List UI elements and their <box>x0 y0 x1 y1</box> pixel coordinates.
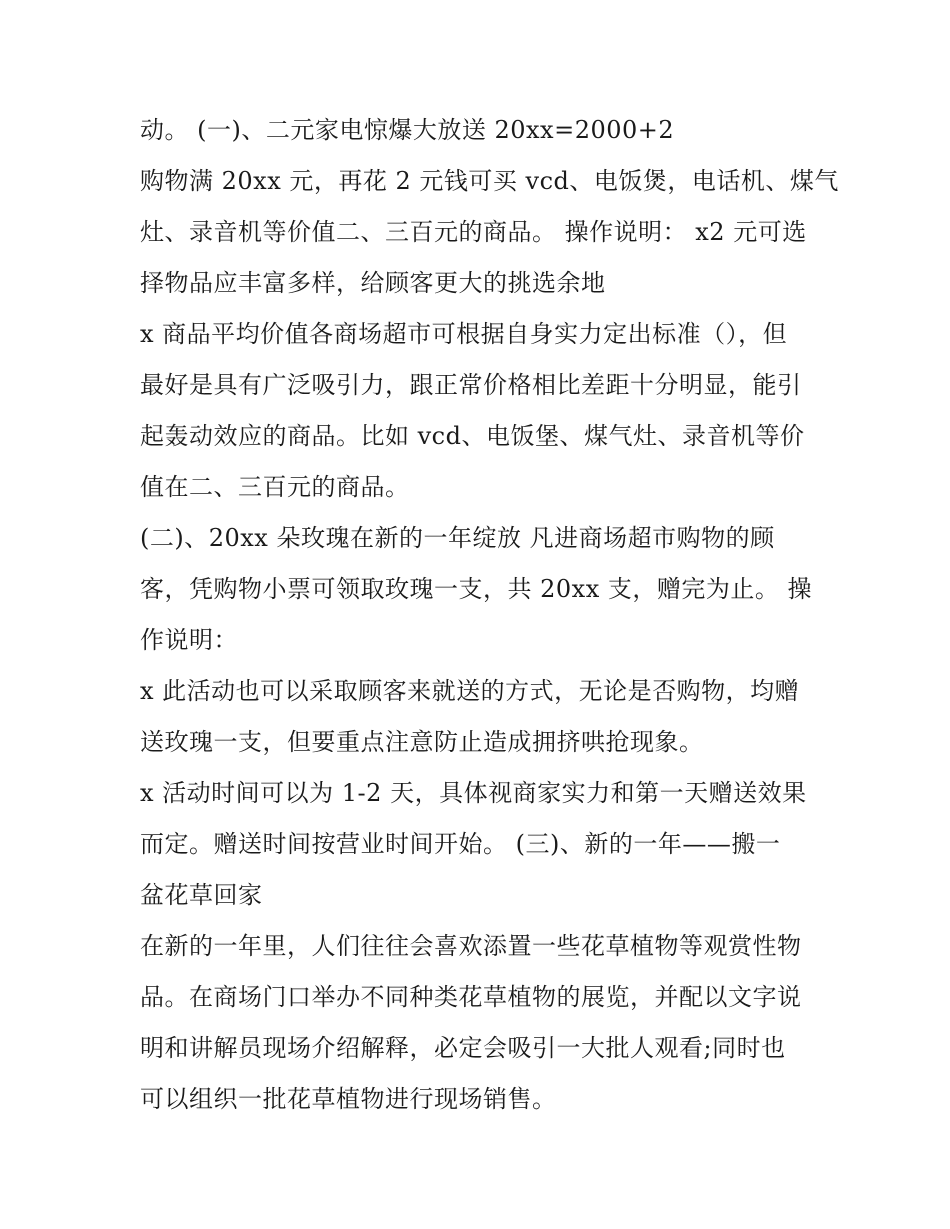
text-line: 动。 (一)、二元家电惊爆大放送 20xx=2000+2 <box>140 116 675 144</box>
text-line: 客，凭购物小票可领取玫瑰一支，共 20xx 支，赠完为止。 操 <box>140 575 812 603</box>
text-line: 择物品应丰富多样，给顾客更大的挑选余地 <box>140 269 606 297</box>
text-line: x 此活动也可以采取顾客来就送的方式，无论是否购物，均赠 <box>140 677 800 705</box>
text-line: 购物满 20xx 元，再花 2 元钱可买 vcd、电饭煲，电话机、煤气 <box>140 167 839 195</box>
text-line: 品。在商场门口举办不同种类花草植物的展览，并配以文字说 <box>140 983 802 1011</box>
text-line: 起轰动效应的商品。比如 vcd、电饭堡、煤气灶、录音机等价 <box>140 422 805 450</box>
text-line: 灶、录音机等价值二、三百元的商品。 操作说明： x2 元可选 <box>140 218 807 246</box>
text-line: x 商品平均价值各商场超市可根据自身实力定出标准（），但 <box>140 320 788 348</box>
text-line: 送玫瑰一支，但要重点注意防止造成拥挤哄抢现象。 <box>140 728 704 756</box>
text-line: x 活动时间可以为 1-2 天，具体视商家实力和第一天赠送效果 <box>140 779 807 807</box>
text-line: 值在二、三百元的商品。 <box>140 473 410 501</box>
text-line: 明和讲解员现场介绍解释，必定会吸引一大批人观看;同时也 <box>140 1034 786 1062</box>
text-line: 可以组织一批花草植物进行现场销售。 <box>140 1085 557 1113</box>
text-line: 在新的一年里，人们往往会喜欢添置一些花草植物等观赏性物 <box>140 932 802 960</box>
text-line: 作说明： <box>140 626 238 654</box>
text-line: 而定。赠送时间按营业时间开始。 (三)、新的一年——搬一 <box>140 830 781 858</box>
text-line: 盆花草回家 <box>140 881 263 909</box>
text-line: (二)、20xx 朵玫瑰在新的一年绽放 凡进商场超市购物的顾 <box>140 524 775 552</box>
text-line: 最好是具有广泛吸引力，跟正常价格相比差距十分明显，能引 <box>140 371 802 399</box>
